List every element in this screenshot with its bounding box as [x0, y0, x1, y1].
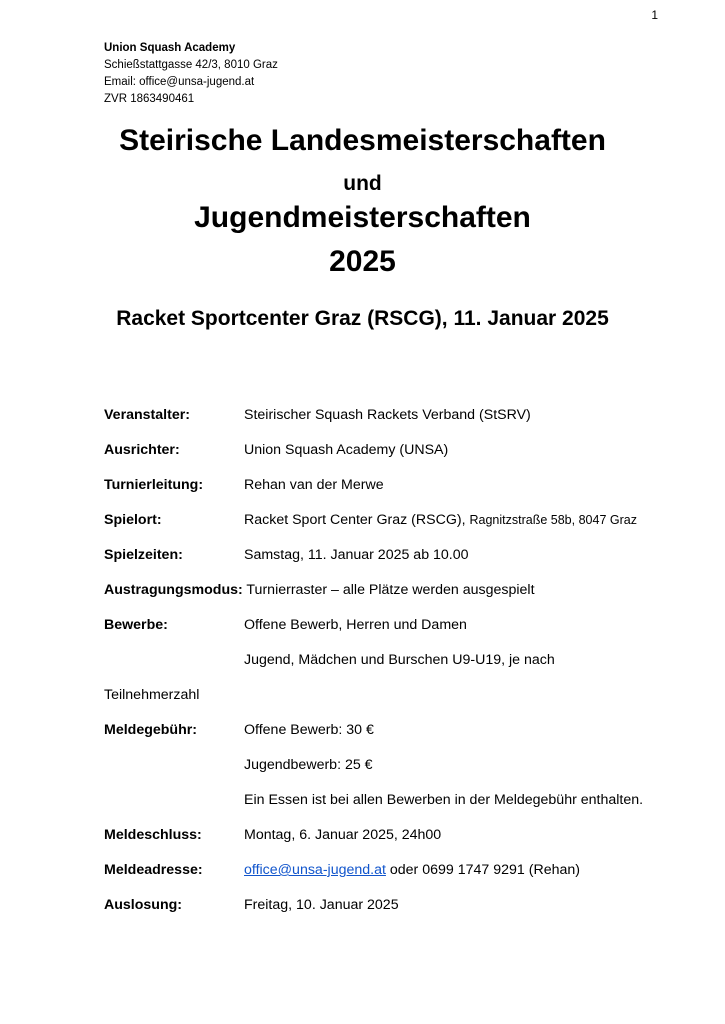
label-meldegebuehr: Meldegebühr: — [104, 722, 198, 738]
row-austragungsmodus — [104, 582, 704, 617]
value-bewerbe-2: Jugend, Mädchen und Burschen U9-U19, je nach — [244, 652, 555, 668]
page-number: 1 — [651, 8, 658, 22]
row-bewerbe — [104, 617, 704, 652]
title-line-1: Steirische Landesmeisterschaften — [119, 124, 606, 157]
label-auslosung: Auslosung: — [104, 897, 183, 913]
value-auslosung: Freitag, 10. Januar 2025 — [244, 897, 399, 913]
label-ausrichter: Ausrichter: — [104, 442, 180, 458]
row-spielzeiten — [104, 547, 704, 582]
value-veranstalter: Steirischer Squash Rackets Verband (StSRV) — [244, 407, 531, 423]
tournament-info — [104, 407, 704, 932]
row-turnierleitung — [104, 477, 704, 512]
org-email: Email: office@unsa-jugend.at — [104, 76, 255, 88]
venue-name: Racket Sport Center Graz (RSCG), — [244, 512, 466, 528]
value-austragungsmodus: Turnierraster – alle Plätze werden ausgespielt — [246, 582, 535, 598]
registration-phone: oder 0699 1747 9291 (Rehan) — [389, 862, 580, 878]
title-year: 2025 — [329, 245, 396, 278]
label-meldeadresse: Meldeadresse: — [104, 862, 203, 878]
value-spielort — [244, 512, 637, 528]
label-turnierleitung: Turnierleitung: — [104, 477, 204, 493]
title-line-3: Jugendmeisterschaften — [194, 201, 531, 234]
value-meldeschluss: Montag, 6. Januar 2025, 24h00 — [244, 827, 442, 843]
row-ausrichter — [104, 442, 704, 477]
row-meldegebuehr-3 — [104, 792, 704, 827]
label-meldeschluss: Meldeschluss: — [104, 827, 202, 843]
row-auslosung — [104, 897, 704, 932]
label-bewerbe: Bewerbe: — [104, 617, 168, 633]
value-ausrichter: Union Squash Academy (UNSA) — [244, 442, 449, 458]
value-spielzeiten: Samstag, 11. Januar 2025 ab 10.00 — [244, 547, 469, 563]
value-meldegebuehr-2: Jugendbewerb: 25 € — [244, 757, 373, 773]
value-bewerbe-3: Teilnehmerzahl — [104, 687, 200, 703]
row-meldeschluss — [104, 827, 704, 862]
value-turnierleitung: Rehan van der Merwe — [244, 477, 384, 493]
label-veranstalter: Veranstalter: — [104, 407, 190, 423]
registration-email-link[interactable]: office@unsa-jugend.at — [244, 862, 386, 878]
row-bewerbe-3 — [104, 687, 704, 722]
title-line-2: und — [343, 172, 382, 195]
venue-address: Ragnitzstraße 58b, 8047 Graz — [469, 513, 637, 527]
label-spielort: Spielort: — [104, 512, 162, 528]
org-zvr: ZVR 1863490461 — [104, 93, 195, 105]
label-spielzeiten: Spielzeiten: — [104, 547, 183, 563]
row-spielort — [104, 512, 704, 547]
row-bewerbe-2 — [104, 652, 704, 687]
label-austragungsmodus: Austragungsmodus: — [104, 582, 243, 598]
row-meldegebuehr — [104, 722, 704, 757]
org-name: Union Squash Academy — [104, 42, 236, 54]
value-meldegebuehr-3: Ein Essen ist bei allen Bewerben in der Meldegebühr enthalten. — [244, 792, 644, 808]
org-address: Schießstattgasse 42/3, 8010 Graz — [104, 59, 278, 71]
row-meldeadresse — [104, 862, 704, 897]
venue-date-heading: Racket Sportcenter Graz (RSCG), 11. Januar 2025 — [116, 307, 609, 330]
value-meldeadresse — [244, 862, 580, 878]
row-veranstalter — [104, 407, 704, 442]
row-meldegebuehr-2 — [104, 757, 704, 792]
letterhead — [104, 40, 278, 108]
value-bewerbe-1: Offene Bewerb, Herren und Damen — [244, 617, 467, 633]
value-meldegebuehr-1: Offene Bewerb: 30 € — [244, 722, 374, 738]
